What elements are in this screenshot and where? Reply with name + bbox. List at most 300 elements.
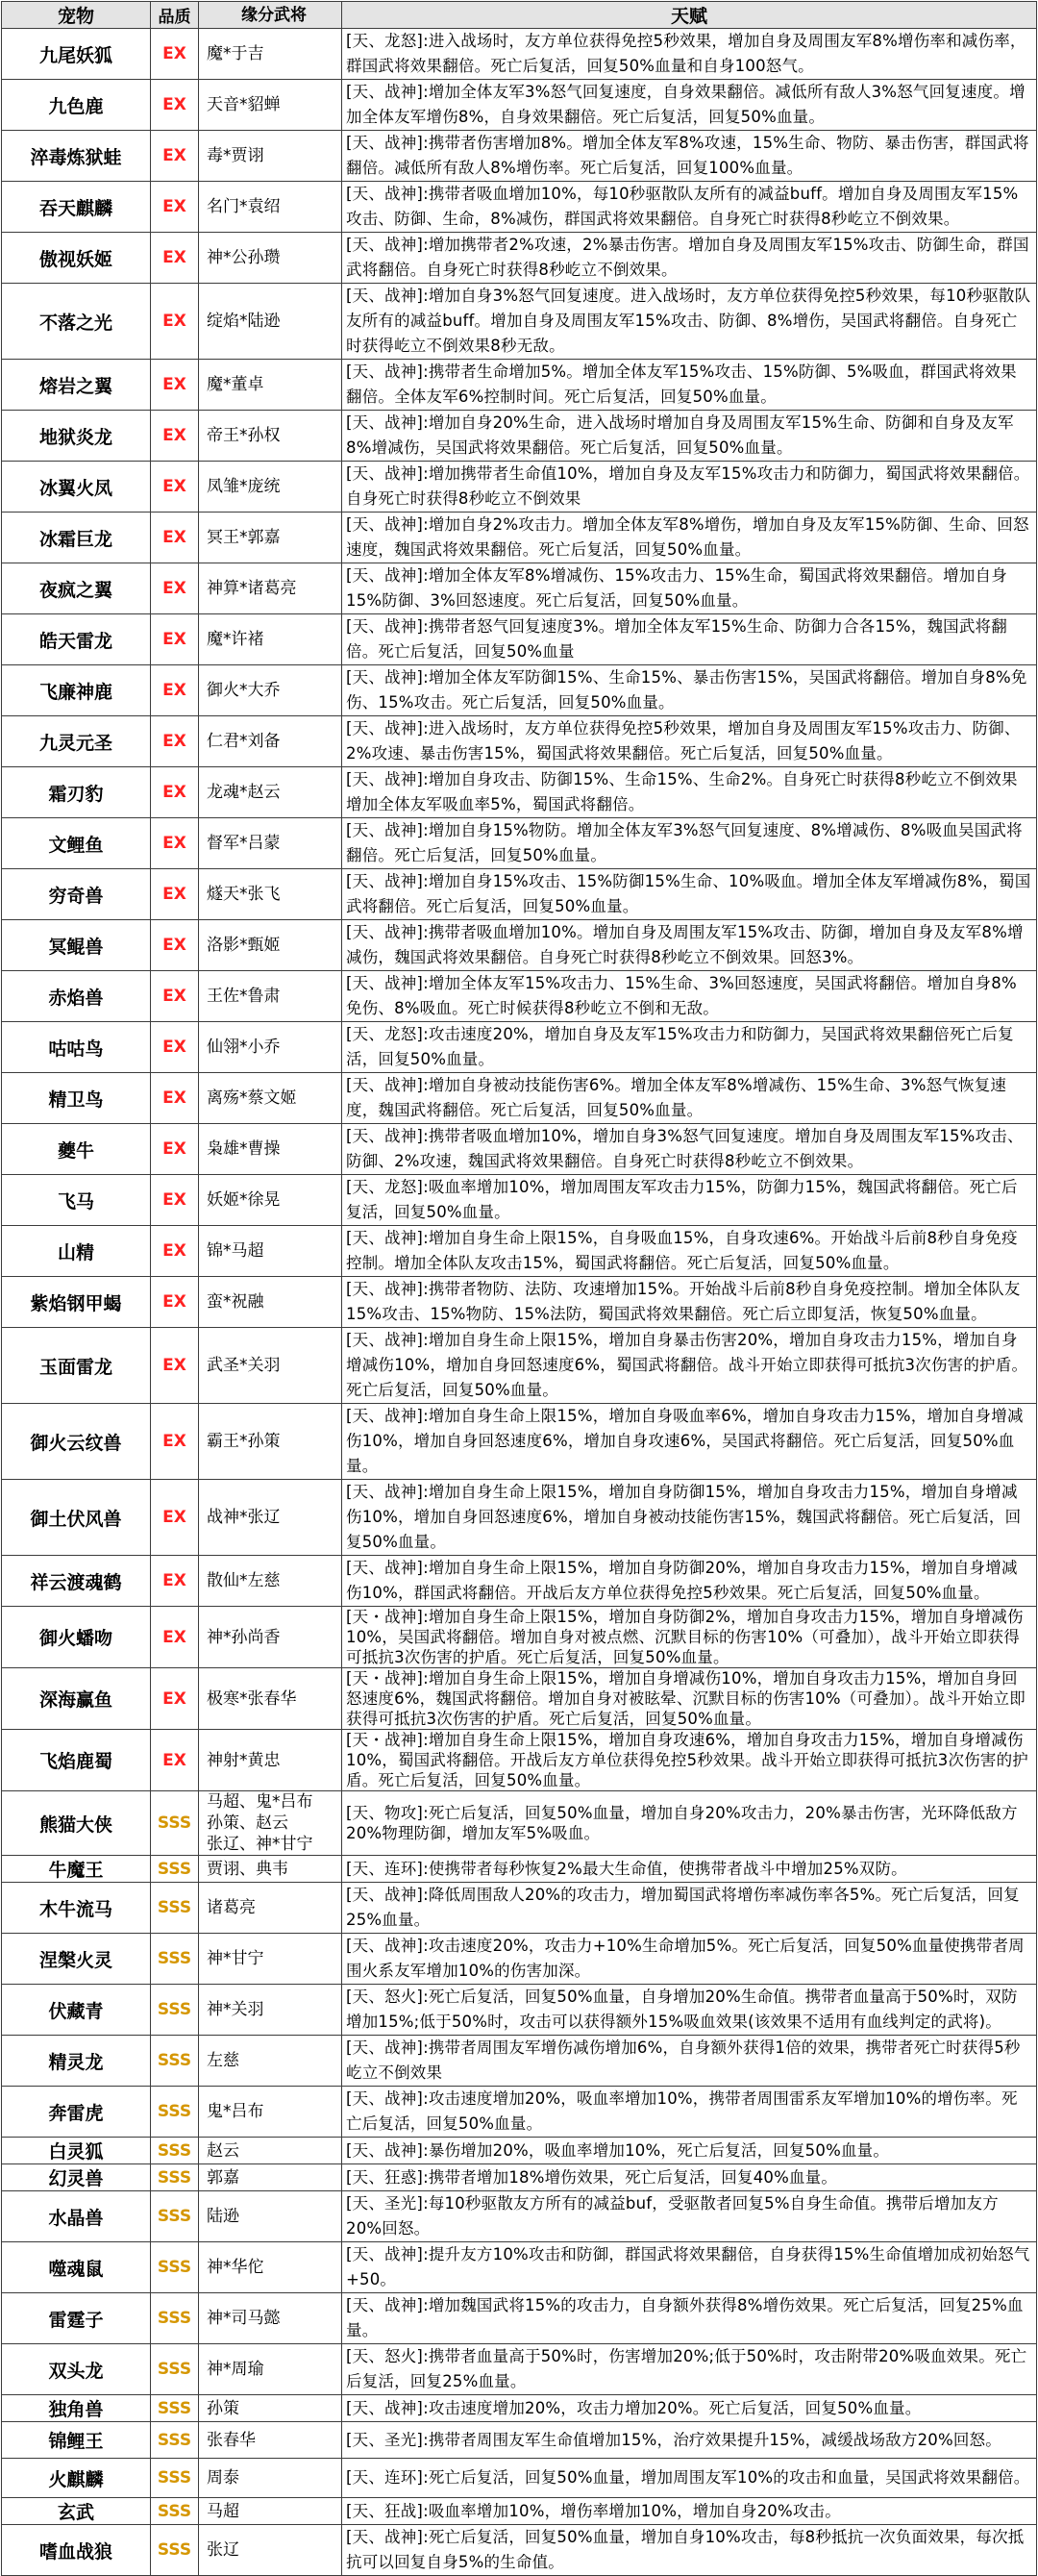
generals-cell <box>199 462 342 513</box>
quality-badge: EX <box>151 80 199 131</box>
talent-description: [天、战神]:增加自身2%攻击力。增加全体友军8%增伤，增加自身及友军15%防御、生命、回怒速度，魏国武将效果翻倍。死亡后复活，回复50%血量。 <box>342 513 1037 563</box>
pet-name: 飞焰鹿蜀 <box>2 1730 151 1791</box>
general-name: 督军*吕蒙 <box>207 834 281 853</box>
generals-cell <box>199 2344 342 2395</box>
pet-name: 精卫鸟 <box>2 1073 151 1124</box>
general-name: 王佐*鲁肃 <box>207 987 281 1006</box>
generals-cell <box>199 2459 342 2498</box>
generals-cell <box>199 233 342 284</box>
talent-description: [天、战神]:增加全体友军15%攻击力、15%生命、3%回怒速度，吴国武将翻倍。增加自身8%免伤、8%吸血。死亡时候获得8秒屹立不倒和无敌。 <box>342 971 1037 1022</box>
pet-name: 飞马 <box>2 1175 151 1226</box>
talent-description: [天、连环]:死亡后复活，回复50%血量，增加周围友军10%的攻击和血量，吴国武将效果翻倍。 <box>342 2459 1037 2498</box>
quality-badge: SSS <box>151 2191 199 2242</box>
pet-name: 精灵龙 <box>2 2036 151 2087</box>
generals-cell <box>199 614 342 665</box>
table-row <box>2 563 1037 614</box>
general-name: 贾诩、典韦 <box>207 1859 288 1879</box>
general-name: 名门*袁绍 <box>207 197 281 216</box>
general-name: 龙魂*赵云 <box>207 783 281 802</box>
generals-cell <box>199 1328 342 1404</box>
talent-description: [天、战神]:增加自身生命上限15%，增加自身吸血率6%，增加自身攻击力15%，增加自身增减伤10%，增加自身回怒速度6%，增加自身攻速6%，吴国武将翻倍。死亡后复活，回复50%血量。 <box>342 1404 1037 1480</box>
table-row <box>2 462 1037 513</box>
generals-cell <box>199 1175 342 1226</box>
generals-cell <box>199 818 342 869</box>
quality-badge: EX <box>151 1556 199 1607</box>
quality-badge: EX <box>151 1404 199 1480</box>
pet-name: 玄武 <box>2 2498 151 2525</box>
talent-description: [天、战神]:携带者吸血增加10%。增加自身及周围友军15%攻击、防御，增加自身及友军8%增减伤，魏国武将效果翻倍。自身死亡时获得8秒屹立不倒效果。回怒3%。 <box>342 920 1037 971</box>
pet-name: 紫焰钢甲蝎 <box>2 1277 151 1328</box>
pet-name: 熊猫大侠 <box>2 1791 151 1856</box>
pet-name: 九灵元圣 <box>2 716 151 767</box>
table-row <box>2 1856 1037 1883</box>
quality-badge: EX <box>151 818 199 869</box>
general-name: 赵云 <box>207 2140 239 2161</box>
table-row <box>2 2191 1037 2242</box>
generals-cell <box>199 2293 342 2344</box>
talent-description: [天、物攻]:死亡后复活，回复50%血量，增加自身20%攻击力，20%暴击伤害，光环降低敌方20%物理防御，增加友军5%吸血。 <box>342 1791 1037 1856</box>
quality-badge: EX <box>151 233 199 284</box>
pet-name: 嗜血战狼 <box>2 2525 151 2576</box>
talent-description: [天、战神]:增加自身15%攻击、15%防御15%生命、10%吸血。增加全体友军增减伤8%，蜀国武将翻倍。死亡后复活，回复50%血量。 <box>342 869 1037 920</box>
table-row <box>2 1985 1037 2036</box>
general-name: 仁君*刘备 <box>207 732 281 751</box>
table-row <box>2 2395 1037 2422</box>
table-row <box>2 284 1037 360</box>
talent-description: [天、战神]:增加自身20%生命，进入战场时增加自身及周围友军15%生命、防御和自身及友军8%增减伤，吴国武将效果翻倍。死亡后复活，回复50%血量。 <box>342 411 1037 462</box>
general-name: 帝王*孙权 <box>207 426 281 445</box>
table-row <box>2 513 1037 563</box>
talent-description: [天、圣光]:携带者周围友军生命值增加15%，治疗效果提升15%，减缓战场敌方20%回怒。 <box>342 2422 1037 2459</box>
pet-name: 水晶兽 <box>2 2191 151 2242</box>
pet-name: 双头龙 <box>2 2344 151 2395</box>
pet-name: 白灵狐 <box>2 2138 151 2164</box>
header-row <box>2 2 1037 29</box>
talent-description: [天、龙怒]:进入战场时，友方单位获得免控5秒效果，增加自身及周围友军8%增伤率和减伤率，群国武将效果翻倍。死亡后复活，回复50%血量和自身100怒气。 <box>342 29 1037 80</box>
talent-description: [天、战神]:降低周围敌人20%的攻击力，增加蜀国武将增伤率减伤率各5%。死亡后复活，回复25%血量。 <box>342 1883 1037 1934</box>
header-quality: 品质 <box>151 2 199 29</box>
talent-description: [天・战神]:增加自身生命上限15%，增加自身防御2%，增加自身攻击力15%，增加自身增减伤10%，吴国武将翻倍。增加自身对被点燃、沉默目标的伤害10%（可叠加），战斗开始立即获得可抵抗3次伤害的护盾。死亡后复活，回复50%血量。 <box>342 1607 1037 1668</box>
generals-cell <box>199 716 342 767</box>
pet-name: 淬毒炼狱蛙 <box>2 131 151 182</box>
talent-description: [天、战神]:增加自身被动技能伤害6%。增加全体友军8%增减伤、15%生命、3%怒气恢复速度，魏国武将翻倍。死亡后复活，回复50%血量。 <box>342 1073 1037 1124</box>
general-name: 燧天*张飞 <box>207 885 281 904</box>
general-name: 鬼*吕布 <box>207 2102 264 2121</box>
generals-cell <box>199 284 342 360</box>
quality-badge: SSS <box>151 1985 199 2036</box>
pet-name: 夜疯之翼 <box>2 563 151 614</box>
general-name: 妖姬*徐晃 <box>207 1190 281 1210</box>
table-row <box>2 182 1037 233</box>
general-name: 仙翎*小乔 <box>207 1038 281 1057</box>
pet-name: 火麒麟 <box>2 2459 151 2498</box>
quality-badge: EX <box>151 1607 199 1668</box>
generals-cell <box>199 1668 342 1730</box>
pet-name: 夔牛 <box>2 1124 151 1175</box>
pet-name: 冰霜巨龙 <box>2 513 151 563</box>
quality-badge: SSS <box>151 2138 199 2164</box>
pet-name: 牛魔王 <box>2 1856 151 1883</box>
table-row <box>2 1226 1037 1277</box>
general-name: 冥王*郭嘉 <box>207 528 281 547</box>
general-name: 张春华 <box>207 2430 256 2450</box>
general-name: 张辽、神*甘宁 <box>207 1835 313 1854</box>
table-row <box>2 1022 1037 1073</box>
general-name: 极寒*张春华 <box>207 1688 297 1709</box>
quality-badge: EX <box>151 284 199 360</box>
general-name: 郭嘉 <box>207 2167 239 2188</box>
quality-badge: EX <box>151 1730 199 1791</box>
generals-cell <box>199 1226 342 1277</box>
quality-badge: SSS <box>151 2344 199 2395</box>
generals-cell <box>199 1607 342 1668</box>
generals-cell <box>199 869 342 920</box>
table-row <box>2 29 1037 80</box>
general-name: 孙策、赵云 <box>207 1813 288 1833</box>
pet-talent-table-wrapper <box>1 1 1037 2576</box>
pet-name: 冥鲲兽 <box>2 920 151 971</box>
general-name: 周泰 <box>207 2468 239 2488</box>
general-name: 枭雄*曹操 <box>207 1139 281 1159</box>
quality-badge: SSS <box>151 2242 199 2293</box>
pet-name: 祥云渡魂鹤 <box>2 1556 151 1607</box>
table-row <box>2 1073 1037 1124</box>
talent-description: [天、狂惑]:携带者增加18%增伤效果，死亡后复活，回复40%血量。 <box>342 2164 1037 2191</box>
quality-badge: SSS <box>151 2525 199 2576</box>
pet-name: 熔岩之翼 <box>2 360 151 411</box>
quality-badge: EX <box>151 1277 199 1328</box>
generals-cell <box>199 563 342 614</box>
quality-badge: EX <box>151 1328 199 1404</box>
table-row <box>2 869 1037 920</box>
table-row <box>2 767 1037 818</box>
quality-badge: SSS <box>151 1856 199 1883</box>
talent-description: [天、战神]:攻击速度增加20%，吸血率增加10%，携带者周围雷系友军增加10%的增伤率。死亡后复活，回复50%血量。 <box>342 2087 1037 2138</box>
general-name: 蛮*祝融 <box>207 1292 264 1312</box>
table-row <box>2 2525 1037 2576</box>
pet-name: 地狱炎龙 <box>2 411 151 462</box>
table-row <box>2 1883 1037 1934</box>
pet-name: 九色鹿 <box>2 80 151 131</box>
general-name: 神*甘宁 <box>207 1949 264 1968</box>
table-row <box>2 2087 1037 2138</box>
table-row <box>2 1730 1037 1791</box>
table-row <box>2 1124 1037 1175</box>
talent-description: [天、战神]:暴伤增加20%，吸血率增加10%，死亡后复活，回复50%血量。 <box>342 2138 1037 2164</box>
table-row <box>2 1791 1037 1856</box>
talent-description: [天、连环]:使携带者每秒恢复2%最大生命值，使携带者战斗中增加25%双防。 <box>342 1856 1037 1883</box>
generals-cell <box>199 1730 342 1791</box>
generals-cell <box>199 2138 342 2164</box>
quality-badge: EX <box>151 360 199 411</box>
generals-cell <box>199 2498 342 2525</box>
general-name: 神*华佗 <box>207 2258 264 2277</box>
generals-cell <box>199 2422 342 2459</box>
generals-cell <box>199 2036 342 2087</box>
generals-cell <box>199 513 342 563</box>
talent-description: [天、战神]:攻击速度20%，攻击力+10%生命增加5%。死亡后复活，回复50%血量使携带者周围火系友军增加10%的伤害加深。 <box>342 1934 1037 1985</box>
general-name: 霸王*孙策 <box>207 1432 281 1451</box>
quality-badge: SSS <box>151 1883 199 1934</box>
general-name: 神*公孙瓒 <box>207 248 281 267</box>
generals-cell <box>199 1277 342 1328</box>
pet-name: 涅槃火灵 <box>2 1934 151 1985</box>
general-name: 绽焰*陆逊 <box>207 312 281 331</box>
pet-name: 飞廉神鹿 <box>2 665 151 716</box>
pet-name: 文鲤鱼 <box>2 818 151 869</box>
table-row <box>2 818 1037 869</box>
pet-name: 伏藏青 <box>2 1985 151 2036</box>
talent-description: [天、怒火]:携带者血量高于50%时，伤害增加20%;低于50%时，攻击附带20%吸血效果。死亡后复活，回复25%血量。 <box>342 2344 1037 2395</box>
header-talent: 天赋 <box>342 2 1037 29</box>
pet-name: 咕咕鸟 <box>2 1022 151 1073</box>
pet-name: 深海赢鱼 <box>2 1668 151 1730</box>
general-name: 武圣*关羽 <box>207 1356 281 1375</box>
quality-badge: EX <box>151 767 199 818</box>
pet-talent-table <box>1 1 1037 2576</box>
general-name: 凤雏*庞统 <box>207 477 281 496</box>
quality-badge: EX <box>151 1124 199 1175</box>
generals-cell <box>199 1073 342 1124</box>
general-name: 马超、鬼*吕布 <box>207 1792 313 1812</box>
talent-description: [天、战神]:提升友方10%攻击和防御，群国武将效果翻倍，自身获得15%生命值增加成初始怒气+50。 <box>342 2242 1037 2293</box>
general-name: 魔*于吉 <box>207 44 264 63</box>
quality-badge: EX <box>151 1668 199 1730</box>
generals-cell <box>199 2525 342 2576</box>
quality-badge: SSS <box>151 2036 199 2087</box>
table-row <box>2 2293 1037 2344</box>
talent-description: [天、战神]:携带者物防、法防、攻速增加15%。开始战斗后前8秒自身免疫控制。增加全体队友15%攻击、15%物防、15%法防，蜀国武将效果翻倍。死亡后立即复活，恢复50%血量。 <box>342 1277 1037 1328</box>
pet-name: 玉面雷龙 <box>2 1328 151 1404</box>
generals-cell <box>199 1404 342 1480</box>
generals-cell <box>199 131 342 182</box>
generals-cell <box>199 971 342 1022</box>
table-row <box>2 2242 1037 2293</box>
pet-name: 幻灵兽 <box>2 2164 151 2191</box>
talent-description: [天、战神]:攻击速度增加20%，攻击力增加20%。死亡后复活，回复50%血量。 <box>342 2395 1037 2422</box>
general-name: 天音*貂蝉 <box>207 95 281 114</box>
pet-name: 御土伏风兽 <box>2 1480 151 1556</box>
talent-description: [天、圣光]:每10秒驱散友方所有的减益buf，受驱散者回复5%自身生命值。携带后增加友方20%回怒。 <box>342 2191 1037 2242</box>
quality-badge: EX <box>151 920 199 971</box>
pet-name: 奔雷虎 <box>2 2087 151 2138</box>
talent-description: [天、战神]:增加自身攻击、防御15%、生命15%、生命2%。自身死亡时获得8秒屹立不倒效果增加全体友军吸血率5%，蜀国武将翻倍。 <box>342 767 1037 818</box>
talent-description: [天、战神]:增加全体友军8%增减伤、15%攻击力、15%生命，蜀国武将效果翻倍。增加自身15%防御、3%回怒速度。死亡后复活，回复50%血量。 <box>342 563 1037 614</box>
pet-name: 吞天麒麟 <box>2 182 151 233</box>
quality-badge: SSS <box>151 2498 199 2525</box>
table-row <box>2 971 1037 1022</box>
generals-cell <box>199 1934 342 1985</box>
quality-badge: SSS <box>151 2395 199 2422</box>
table-row <box>2 1404 1037 1480</box>
quality-badge: EX <box>151 182 199 233</box>
talent-description: [天・战神]:增加自身生命上限15%，增加自身增减伤10%，增加自身攻击力15%，增加自身回怒速度6%，魏国武将翻倍。增加自身对被眩晕、沉默目标的伤害10%（可叠加）。战斗开始立即获得可抵抗3次伤害的护盾。死亡后复活，回复50%血量。 <box>342 1668 1037 1730</box>
table-row <box>2 1934 1037 1985</box>
table-row <box>2 2459 1037 2498</box>
general-name: 魔*许褚 <box>207 630 264 649</box>
quality-badge: EX <box>151 1022 199 1073</box>
generals-cell <box>199 1556 342 1607</box>
table-row <box>2 2344 1037 2395</box>
talent-description: [天、战神]:增加自身生命上限15%，自身吸血15%，自身攻速6%。开始战斗后前8秒自身免疫控制。增加全体队友攻击15%，蜀国武将翻倍。死亡后复活，回复50%血量。 <box>342 1226 1037 1277</box>
general-name: 毒*贾诩 <box>207 146 264 165</box>
pet-name: 皓天雷龙 <box>2 614 151 665</box>
quality-badge: EX <box>151 1226 199 1277</box>
general-name: 神*司马懿 <box>207 2309 281 2328</box>
talent-description: [天・战神]:增加自身生命上限15%，增加自身攻速6%，增加自身攻击力15%，增加自身增减伤10%，蜀国武将翻倍。开战后友方单位获得免控5秒效果。战斗开始立即获得可抵抗3次伤害的护盾。死亡后复活，回复50%血量。 <box>342 1730 1037 1791</box>
talent-description: [天、怒火]:死亡后复活，回复50%血量，自身增加20%生命值。携带者血量高于50%时，双防增加15%;低于50%时，攻击可以获得额外15%吸血效果(该效果不适用有血线判定的武将)。 <box>342 1985 1037 2036</box>
general-name: 御火*大乔 <box>207 681 281 700</box>
generals-cell <box>199 2087 342 2138</box>
generals-cell <box>199 182 342 233</box>
quality-badge: SSS <box>151 2164 199 2191</box>
talent-description: [天、龙怒]:攻击速度20%，增加自身及友军15%攻击力和防御力，吴国武将效果翻倍死亡后复活，回复50%血量。 <box>342 1022 1037 1073</box>
pet-name: 霜刃豹 <box>2 767 151 818</box>
general-name: 神算*诸葛亮 <box>207 579 297 598</box>
table-row <box>2 614 1037 665</box>
table-row <box>2 1175 1037 1226</box>
general-name: 左慈 <box>207 2051 239 2070</box>
generals-cell <box>199 360 342 411</box>
talent-description: [天、战神]:增加魏国武将15%的攻击力，自身额外获得8%增伤效果。死亡后复活，回复25%血量。 <box>342 2293 1037 2344</box>
talent-description: [天、战神]:增加自身3%怒气回复速度。进入战场时，友方单位获得免控5秒效果，每10秒驱散队友所有的减益buff。增加自身及周围友军15%攻击、防御、8%增伤，吴国武将翻倍。自身死亡时获得屹立不倒效果8秒无敌。 <box>342 284 1037 360</box>
table-body <box>2 29 1037 2576</box>
talent-description: [天、战神]:增加自身生命上限15%，增加自身防御15%，增加自身攻击力15%，增加自身增减伤10%，增加自身回怒速度6%，增加自身被动技能伤害15%，魏国武将翻倍。死亡后复活，回复50%血量。 <box>342 1480 1037 1556</box>
pet-name: 木牛流马 <box>2 1883 151 1934</box>
generals-cell <box>199 411 342 462</box>
quality-badge: EX <box>151 716 199 767</box>
quality-badge: EX <box>151 462 199 513</box>
talent-description: [天、战神]:携带者怒气回复速度3%。增加全体友军15%生命、防御力合各15%，魏国武将翻倍。死亡后复活，回复50%血量 <box>342 614 1037 665</box>
generals-cell <box>199 1791 342 1856</box>
general-name: 战神*张辽 <box>207 1508 281 1527</box>
table-row <box>2 2498 1037 2525</box>
quality-badge: EX <box>151 29 199 80</box>
quality-badge: EX <box>151 513 199 563</box>
pet-name: 御火蟠吻 <box>2 1607 151 1668</box>
table-row <box>2 1328 1037 1404</box>
pet-name: 冰翼火凤 <box>2 462 151 513</box>
talent-description: [天、战神]:增加自身生命上限15%，增加自身暴击伤害20%，增加自身攻击力15%，增加自身增减伤10%，增加自身回怒速度6%，蜀国武将翻倍。战斗开始立即获得可抵抗3次伤害的护盾。死亡后复活，回复50%血量。 <box>342 1328 1037 1404</box>
quality-badge: EX <box>151 411 199 462</box>
generals-cell <box>199 2395 342 2422</box>
talent-description: [天、战神]:携带者吸血增加10%，每10秒驱散队友所有的减益buff。增加自身及周围友军15%攻击、防御、生命，8%减伤，群国武将效果翻倍。自身死亡时获得8秒屹立不倒效果。 <box>342 182 1037 233</box>
pet-name: 傲视妖姬 <box>2 233 151 284</box>
general-name: 张辽 <box>207 2540 239 2560</box>
generals-cell <box>199 2191 342 2242</box>
table-row <box>2 665 1037 716</box>
quality-badge: EX <box>151 614 199 665</box>
table-row <box>2 131 1037 182</box>
header-generals: 缘分武将 <box>199 2 342 29</box>
table-row <box>2 1668 1037 1730</box>
generals-cell <box>199 1856 342 1883</box>
quality-badge: EX <box>151 131 199 182</box>
generals-cell <box>199 80 342 131</box>
general-name: 锦*马超 <box>207 1241 264 1261</box>
talent-description: [天、战神]:进入战场时，友方单位获得免控5秒效果，增加自身及周围友军15%攻击力、防御、2%攻速、暴击伤害15%，蜀国武将效果翻倍。死亡后复活，回复50%血量。 <box>342 716 1037 767</box>
table-row <box>2 1607 1037 1668</box>
general-name: 陆逊 <box>207 2207 239 2226</box>
general-name: 离殇*蔡文姬 <box>207 1088 297 1108</box>
table-row <box>2 2422 1037 2459</box>
general-name: 神射*黄忠 <box>207 1750 281 1770</box>
quality-badge: SSS <box>151 2087 199 2138</box>
pet-name: 九尾妖狐 <box>2 29 151 80</box>
table-row <box>2 2138 1037 2164</box>
pet-name: 御火云纹兽 <box>2 1404 151 1480</box>
quality-badge: EX <box>151 1073 199 1124</box>
table-row <box>2 716 1037 767</box>
talent-description: [天、龙怒]:吸血率增加10%，增加周围友军攻击力15%，防御力15%，魏国武将翻倍。死亡后复活，回复50%血量。 <box>342 1175 1037 1226</box>
general-name: 神*周瑜 <box>207 2360 264 2379</box>
generals-cell <box>199 1480 342 1556</box>
quality-badge: EX <box>151 563 199 614</box>
generals-cell <box>199 665 342 716</box>
generals-cell <box>199 767 342 818</box>
generals-cell <box>199 1985 342 2036</box>
talent-description: [天、战神]:增加携带者2%攻速，2%暴击伤害。增加自身及周围友军15%攻击、防御生命，群国武将翻倍。自身死亡时获得8秒屹立不倒效果。 <box>342 233 1037 284</box>
talent-description: [天、战神]:增加自身15%物防。增加全体友军3%怒气回复速度、8%增减伤、8%吸血吴国武将翻倍。死亡后复活，回复50%血量。 <box>342 818 1037 869</box>
pet-name: 噬魂鼠 <box>2 2242 151 2293</box>
table-row <box>2 411 1037 462</box>
pet-name: 独角兽 <box>2 2395 151 2422</box>
talent-description: [天、战神]:携带者吸血增加10%，增加自身3%怒气回复速度。增加自身及周围友军15%攻击、防御、2%攻速，魏国武将效果翻倍。自身死亡时获得8秒屹立不倒效果。 <box>342 1124 1037 1175</box>
quality-badge: SSS <box>151 2422 199 2459</box>
general-name: 散仙*左慈 <box>207 1571 281 1590</box>
general-name: 神*关羽 <box>207 2000 264 2019</box>
pet-name: 雷霆子 <box>2 2293 151 2344</box>
table-row <box>2 1556 1037 1607</box>
general-name: 孙策 <box>207 2398 239 2418</box>
quality-badge: SSS <box>151 1934 199 1985</box>
quality-badge: SSS <box>151 1791 199 1856</box>
generals-cell <box>199 1022 342 1073</box>
pet-name: 不落之光 <box>2 284 151 360</box>
general-name: 诸葛亮 <box>207 1898 256 1917</box>
pet-name: 赤焰兽 <box>2 971 151 1022</box>
generals-cell <box>199 1124 342 1175</box>
quality-badge: EX <box>151 1175 199 1226</box>
generals-cell <box>199 29 342 80</box>
table-row <box>2 2164 1037 2191</box>
quality-badge: EX <box>151 869 199 920</box>
talent-description: [天、战神]:增加自身生命上限15%，增加自身防御20%，增加自身攻击力15%，增加自身增减伤10%，群国武将翻倍。开战后友方单位获得免控5秒效果。死亡后复活，回复50%血量。 <box>342 1556 1037 1607</box>
table-row <box>2 1277 1037 1328</box>
quality-badge: SSS <box>151 2293 199 2344</box>
table-row <box>2 2036 1037 2087</box>
talent-description: [天、战神]:携带者周围友军增伤减伤增加6%，自身额外获得1倍的效果，携带者死亡时获得5秒屹立不倒效果 <box>342 2036 1037 2087</box>
table-row <box>2 1480 1037 1556</box>
talent-description: [天、狂战]:吸血率增加10%，增伤率增加10%，增加自身20%攻击。 <box>342 2498 1037 2525</box>
table-row <box>2 360 1037 411</box>
generals-cell <box>199 2242 342 2293</box>
table-row <box>2 920 1037 971</box>
pet-name: 锦鲤王 <box>2 2422 151 2459</box>
general-name: 马超 <box>207 2501 239 2521</box>
general-name: 洛影*甄姬 <box>207 936 281 955</box>
pet-name: 穷奇兽 <box>2 869 151 920</box>
talent-description: [天、战神]:携带者生命增加5%。增加全体友军15%攻击、15%防御、5%吸血，群国武将效果翻倍。全体友军6%控制时间。死亡后复活，回复50%血量。 <box>342 360 1037 411</box>
quality-badge: EX <box>151 971 199 1022</box>
talent-description: [天、战神]:死亡后复活，回复50%血量，增加自身10%攻击，每8秒抵抗一次负面效果，每次抵抗可以回复自身5%的生命值。 <box>342 2525 1037 2576</box>
talent-description: [天、战神]:增加携带者生命值10%，增加自身及友军15%攻击力和防御力，蜀国武将效果翻倍。自身死亡时获得8秒屹立不倒效果 <box>342 462 1037 513</box>
generals-cell <box>199 2164 342 2191</box>
quality-badge: EX <box>151 1480 199 1556</box>
table-row <box>2 80 1037 131</box>
talent-description: [天、战神]:增加全体友军3%怒气回复速度，自身效果翻倍。减低所有敌人3%怒气回复速度。增加全体友军增伤8%，自身效果翻倍。死亡后复活，回复50%血量。 <box>342 80 1037 131</box>
generals-cell <box>199 1883 342 1934</box>
